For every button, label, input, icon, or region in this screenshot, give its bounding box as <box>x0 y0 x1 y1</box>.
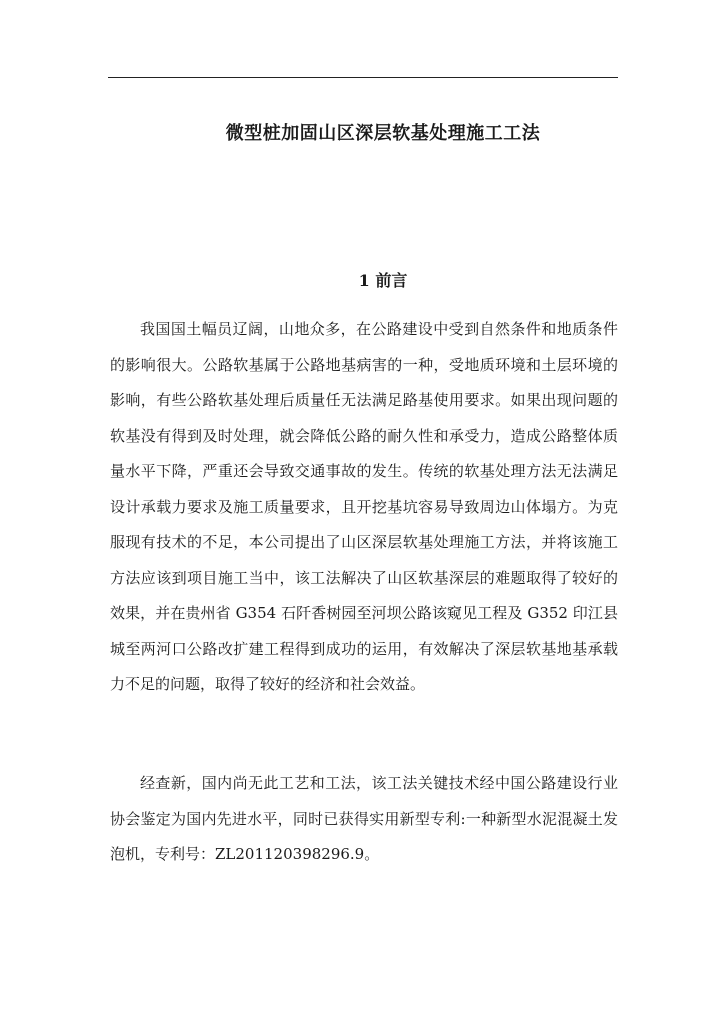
document-title: 微型桩加固山区深层软基处理施工工法 <box>225 123 541 144</box>
paragraph-1: 我国国土幅员辽阔，山地众多，在公路建设中受到自然条件和地质条件的影响很大。公路软基属于公路地基病害的一种，受地质环境和土层环境的影响，有些公路软基处理后质量任无法满足路基使用要求。如果出现问题的软基没有得到及时处理，就会降低公路的耐久性和承受力，造成公路整体质量水平下降，严重还会导致交通事故的发生。传统的软基处理方法无法满足设计承载力要求及施工质量要求，且开挖基坑容易导致周边山体塌方。为克服现有技术的不足，本公司提出了山区深层软基处理施工方法，并将该施工方法应该到项目施工当中，该工法解决了山区软基深层的难题取得了较好的效果，并在贵州省 G354 石阡香树园至河坝公路该窥见工程及 G352 印江县城至两河口公路改扩建工程得到成功的运用，有效解决了深层软基地基承载力不足的问题，取得了较好的经济和社会效益。 <box>110 320 618 693</box>
header-rule <box>108 77 618 78</box>
section-heading: 1 前言 <box>358 271 408 290</box>
paragraph-2: 经查新，国内尚无此工艺和工法，该工法关键技术经中国公路建设行业协会鉴定为国内先进水平，同时已获得实用新型专利:一种新型水泥混凝土发泡机，专利号：ZL201120398296.9。 <box>110 774 618 863</box>
